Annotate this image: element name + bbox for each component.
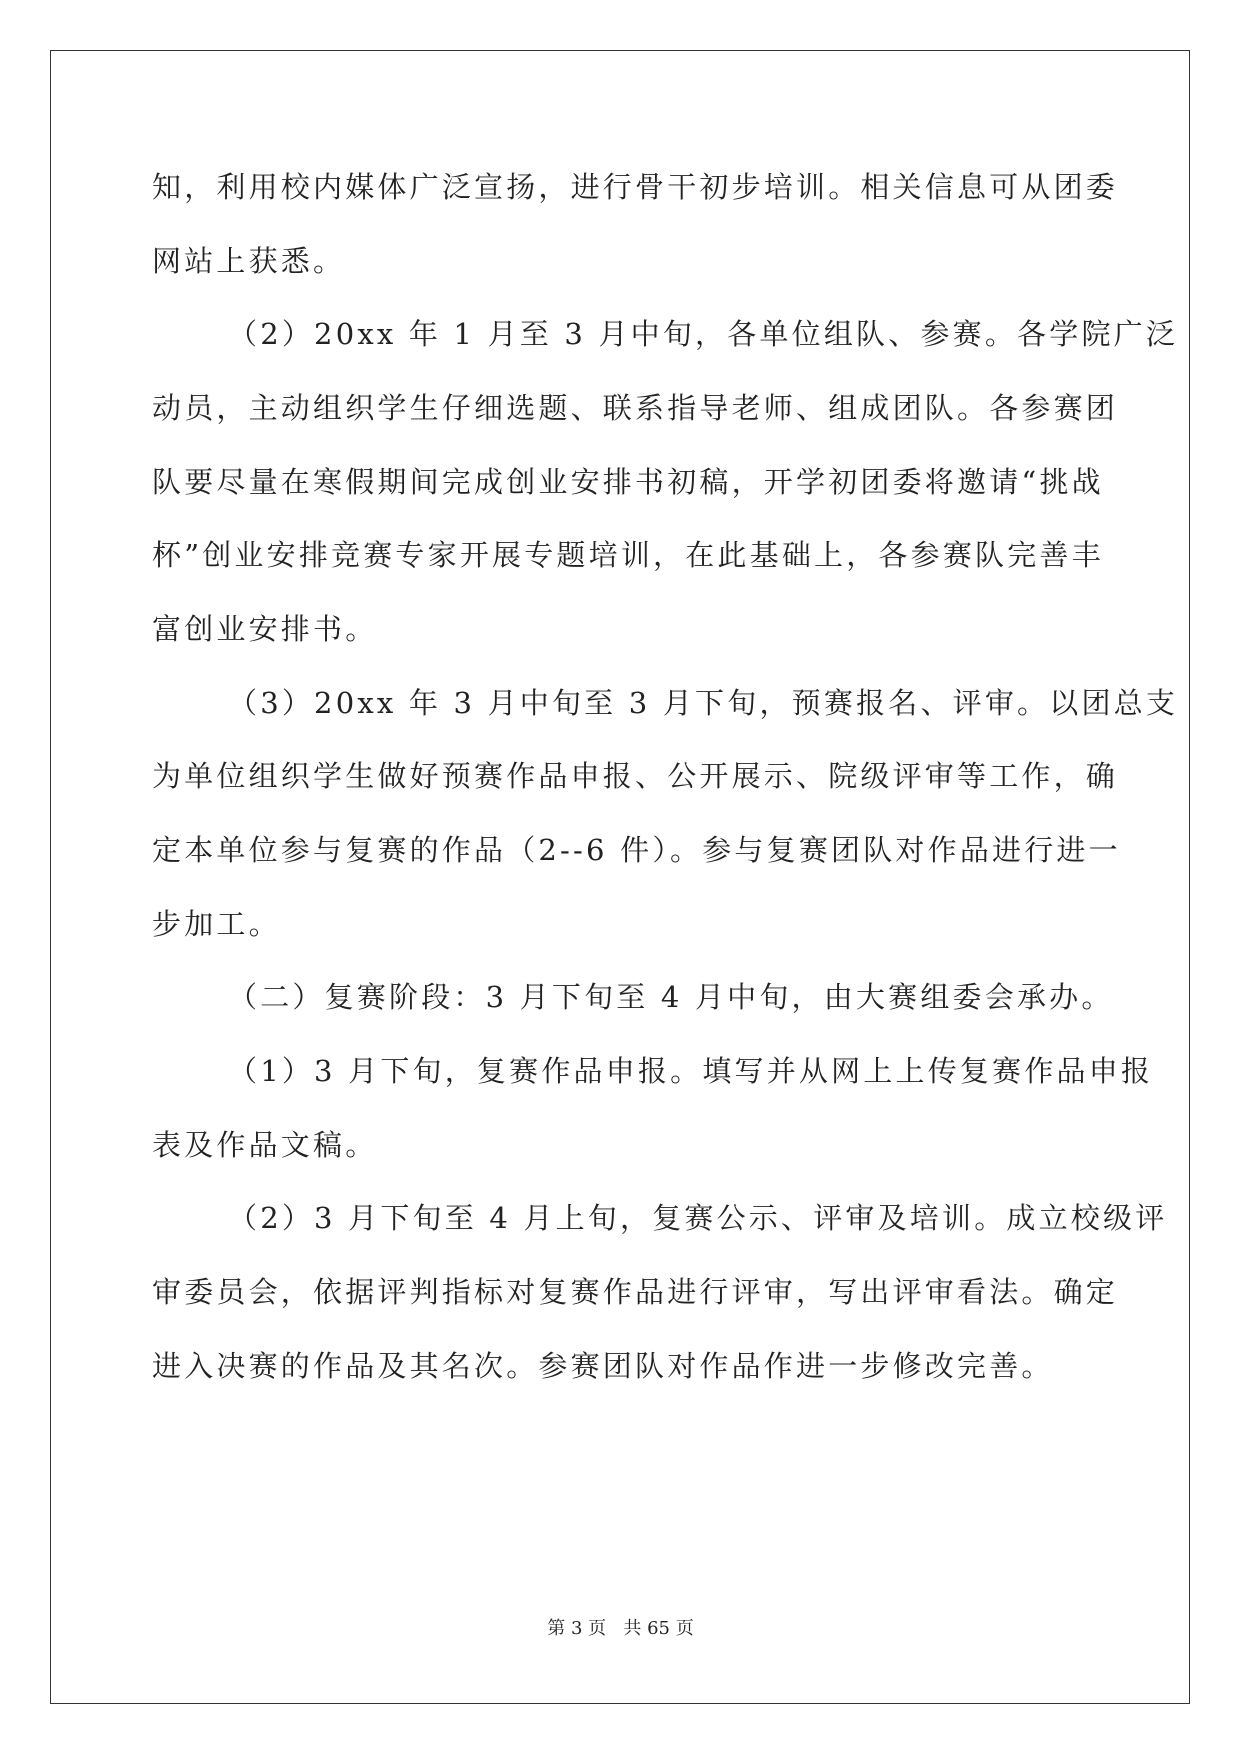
text-line: 审委员会，依据评判指标对复赛作品进行评审，写出评审看法。确定	[152, 1275, 1119, 1309]
text-line: 定本单位参与复赛的作品（2--6 件）。参与复赛团队对作品进行进一	[152, 833, 1121, 867]
page-number: 第 3 页	[547, 1618, 607, 1639]
text-line: （1）3 月下旬，复赛作品申报。填写并从网上上传复赛作品申报	[228, 1054, 1154, 1088]
text-line: 队要尽量在寒假期间完成创业安排书初稿，开学初团委将邀请“挑战	[152, 465, 1104, 499]
page-footer	[0, 1617, 1241, 1641]
text-line: （2）3 月下旬至 4 月上旬，复赛公示、评审及培训。成立校级评	[228, 1201, 1168, 1235]
text-line: 知，利用校内媒体广泛宣扬，进行骨干初步培训。相关信息可从团委	[152, 170, 1119, 204]
text-line: （2）20xx 年 1 月至 3 月中旬，各单位组队、参赛。各学院广泛	[228, 317, 1179, 351]
text-line: （3）20xx 年 3 月中旬至 3 月下旬，预赛报名、评审。以团总支	[228, 686, 1179, 720]
text-line: 为单位组织学生做好预赛作品申报、公开展示、院级评审等工作，确	[152, 759, 1119, 793]
text-line: 富创业安排书。	[152, 612, 378, 646]
text-line: 动员，主动组织学生仔细选题、联系指导老师、组成团队。各参赛团	[152, 391, 1119, 425]
text-line: 网站上获悉。	[152, 244, 346, 278]
text-line: 表及作品文稿。	[152, 1128, 378, 1162]
text-line: 步加工。	[152, 907, 281, 941]
text-line: 进入决赛的作品及其名次。参赛团队对作品作进一步修改完善。	[152, 1349, 1054, 1383]
page-total: 共 65 页	[623, 1618, 694, 1639]
page-border	[50, 50, 1190, 1704]
section-heading: （二）复赛阶段：3 月下旬至 4 月中旬，由大赛组委会承办。	[228, 980, 1114, 1014]
text-line: 杯”创业安排竞赛专家开展专题培训，在此基础上，各参赛队完善丰	[152, 538, 1104, 572]
